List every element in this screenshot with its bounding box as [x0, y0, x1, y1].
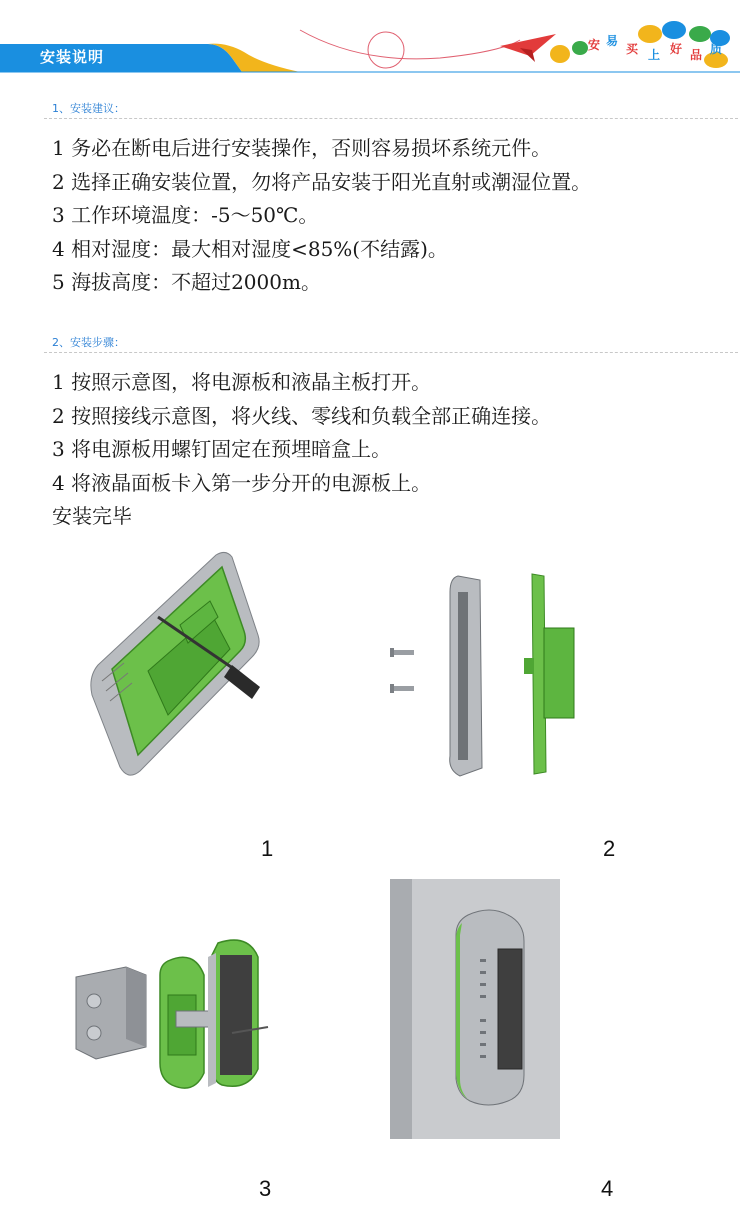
list-item: 2 按照接线示意图，将火线、零线和负载全部正确连接。 [52, 403, 552, 428]
slogan-char: 质 [710, 42, 723, 56]
screwdriver-icon [224, 665, 260, 699]
list-item: 5 海拔高度：不超过2000m。 [52, 270, 321, 294]
list-item: 3 工作环境温度：-5～50℃。 [52, 203, 319, 227]
figure-label: 3 [259, 1176, 272, 1201]
figure-2-side-view [384, 570, 584, 780]
page-title: 安装说明 [40, 48, 105, 66]
header-banner [0, 0, 740, 80]
figure-label: 1 [261, 836, 274, 861]
screw-icon [390, 648, 414, 657]
list-item: 3 将电源板用螺钉固定在预埋暗盒上。 [52, 437, 392, 461]
divider [44, 118, 738, 119]
divider [44, 352, 738, 353]
steps-list [52, 366, 551, 534]
figure-3-wall-box-assembly [72, 935, 287, 1105]
list-item: 4 将液晶面板卡入第一步分开的电源板上。 [52, 470, 432, 495]
screw-icon [390, 684, 414, 693]
section-heading-recommendations: 1、安装建议： [52, 102, 125, 115]
slogan-char: 买 [626, 42, 639, 56]
figure-1-open-device [84, 545, 274, 795]
slogan-char: 上 [648, 48, 661, 62]
section-heading-steps: 2、安装步骤： [52, 336, 125, 349]
recommendations-list [52, 132, 591, 300]
list-item: 1 按照示意图，将电源板和液晶主板打开。 [52, 370, 432, 394]
list-item: 4 相对湿度：最大相对湿度<85%(不结露)。 [52, 236, 448, 261]
list-item: 2 选择正确安装位置，勿将产品安装于阳光直射或潮湿位置。 [52, 169, 592, 194]
slogan-char: 易 [606, 34, 619, 48]
list-item: 安装完毕 [52, 504, 132, 528]
slogan-char: 好 [670, 42, 683, 56]
figure-4-mounted-on-wall [390, 879, 560, 1139]
slogan-char: 品 [690, 48, 703, 62]
slogan [588, 36, 728, 60]
figure-label: 2 [603, 836, 616, 861]
figure-label: 4 [601, 1176, 614, 1201]
list-item: 1 务必在断电后进行安装操作，否则容易损坏系统元件。 [52, 136, 552, 160]
slogan-char: 安 [588, 38, 601, 52]
